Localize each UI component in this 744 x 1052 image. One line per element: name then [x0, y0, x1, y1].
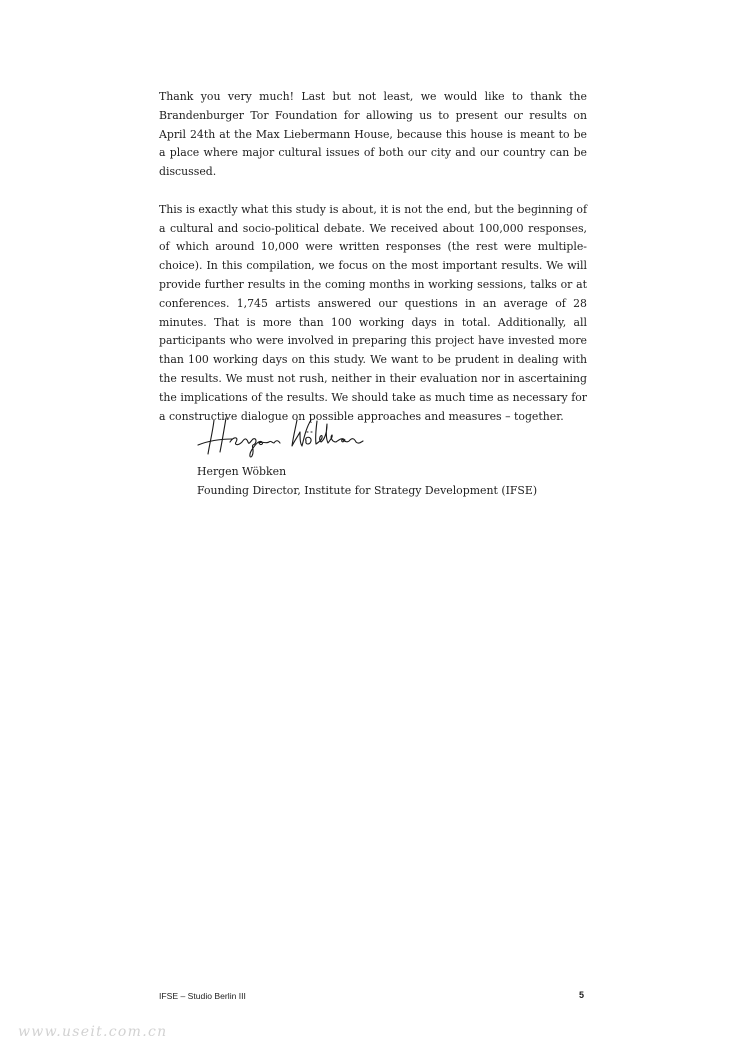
signer-name: Hergen Wöbken	[197, 465, 287, 478]
paragraph-acknowledgement: Thank you very much! Last but not least, we would like to thank the Brandenburger Tor Foundation for allowing us to present our results on April 24th at the Max Liebermann House, because this house is meant to be a place where major cultural issues of both our city and our country can be discussed.	[159, 90, 587, 179]
signature-image	[196, 412, 366, 460]
watermark: www.useit.com.cn	[18, 1024, 168, 1040]
signer-title: Founding Director, Institute for Strategy Development (IFSE)	[197, 484, 538, 497]
footer-publication: IFSE – Studio Berlin III	[159, 991, 246, 1001]
page-number: 5	[578, 990, 584, 1000]
signer-block	[197, 462, 537, 500]
letter-body	[159, 88, 587, 445]
paragraph-study-summary: This is exactly what this study is about, it is not the end, but the beginning of a cultural and socio-political debate. We received about 100,000 responses, of which around 10,000 were written responses (the rest were multiple-choice). In this compilation, we focus on the most important results. We will provide further results in the coming months in working sessions, talks or at conferences. 1,745 artists answered our questions in an average of 28 minutes. That is more than 100 working days in total. Additionally, all participants who were involved in preparing this project have invested more than 100 working days on this study. We want to be prudent in dealing with the results. We must not rush, neither in their evaluation nor in ascertaining the implications of the results. We should take as much time as necessary for a constructive dialogue on possible approaches and measures – together.	[159, 202, 587, 423]
